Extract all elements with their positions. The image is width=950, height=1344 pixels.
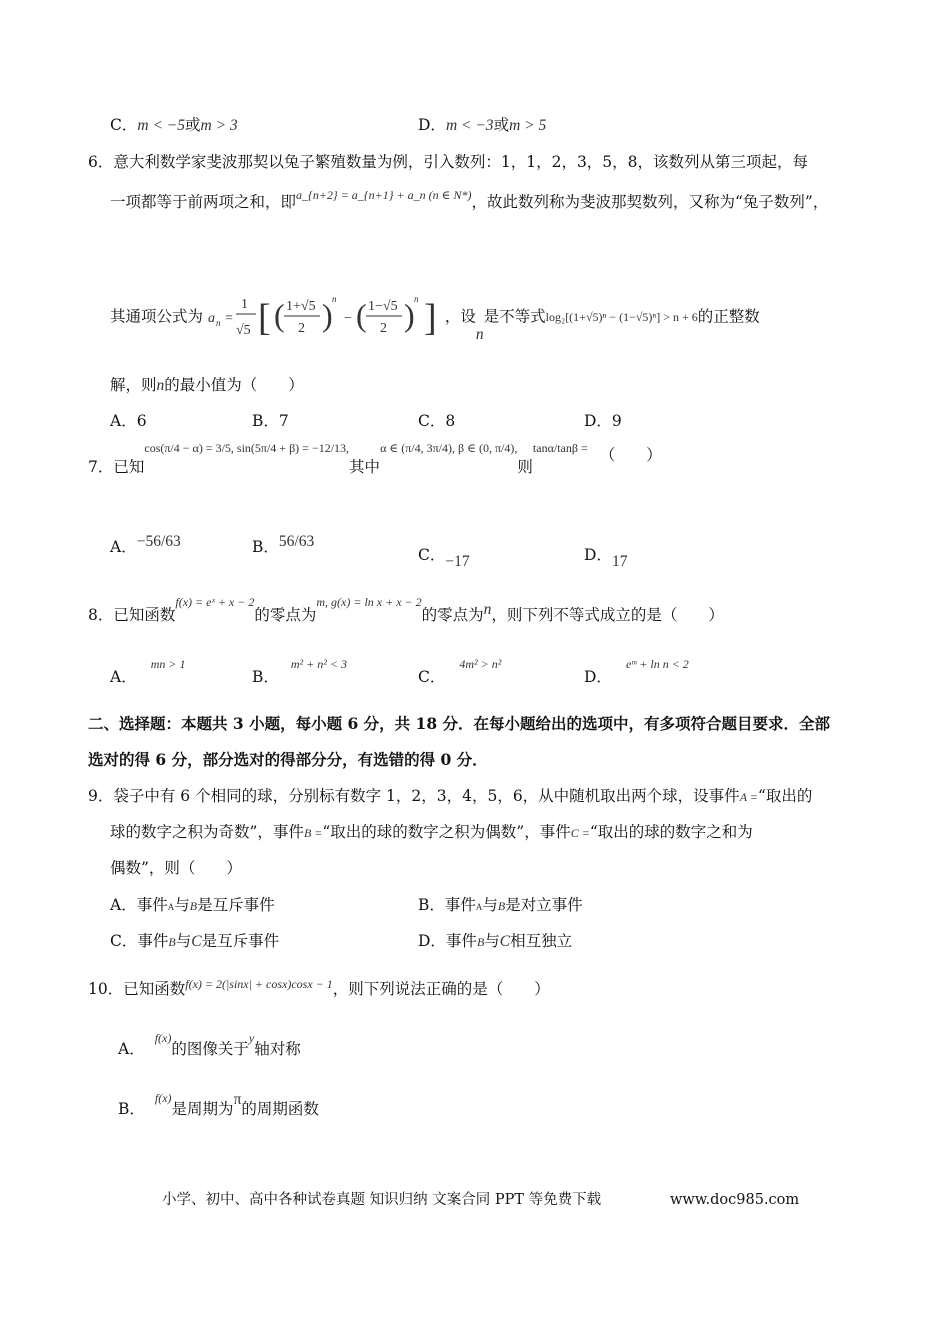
q9-option-a: A．事件A与B是互斥事件	[110, 896, 275, 914]
q9-line1: 9．袋子中有 6 个相同的球，分别标有数字 1，2，3，4，5，6，从中随机取出两个球，设事件A =“取出的	[88, 787, 813, 805]
q7-option-c: C．−17	[418, 546, 470, 570]
q6-line2: 一项都等于前两项之和，即$^{a\_\{n+2\} = a\_\{n+1\} + a\_n (n \in N*)}$，故此数列称为斐波那契数列，又称为“兔子数列”，	[110, 188, 829, 211]
q5-option-d: D．m < −3或m > 5	[418, 116, 547, 134]
section-2-heading-line1: 二、选择题：本题共 3 小题，每小题 6 分，共 18 分．在每小题给出的选项中，有多项符合题目要求．全部	[88, 714, 831, 733]
q10-function: f(x) = 2(|sinx| + cosx)cosx − 1	[185, 977, 333, 991]
q8-option-d: D．eᵐ + ln n < 2	[584, 657, 689, 686]
svg-text:2: 2	[297, 321, 305, 336]
q7-option-d: D．17	[584, 546, 628, 570]
svg-text:[: [	[257, 297, 271, 339]
svg-text:n: n	[413, 294, 419, 304]
svg-text:−: −	[343, 311, 352, 326]
svg-text:): )	[403, 297, 415, 333]
svg-text:1: 1	[240, 297, 248, 312]
q8-option-b: B．m² + n² < 3	[252, 657, 347, 686]
q7-option-b: B．56/63	[252, 533, 315, 556]
recurrence-formula: a_{n+2} = a_{n+1} + a_n (n ∈ N*)	[296, 188, 472, 202]
q6-line3: 其通项公式为 a n = 1 √5 [ ( 1+√5 2 ) n − ( 1−√5 2 ) n ] ，设n是不等式log₂[(1+√5)ⁿ − (1−√5)ⁿ] > n + 6的正整数	[110, 286, 760, 348]
svg-text:(: (	[273, 297, 285, 333]
q8-stem: 8．已知函数f(x) = eˣ + x − 2的零点为m, g(x) = ln x + x − 2的零点为n，则下列不等式成立的是（ ）	[88, 595, 724, 624]
q6-line1: 6．意大利数学家斐波那契以兔子繁殖数量为例，引入数列：1，1，2，3，5，8，该数列从第三项起，每	[88, 153, 809, 171]
q8-option-a: A．mn > 1	[110, 657, 186, 686]
svg-text:2: 2	[379, 321, 387, 336]
math: m < −5	[137, 117, 185, 134]
svg-text:n: n	[215, 318, 221, 328]
svg-text:n: n	[331, 294, 337, 304]
q7-target: tanα/tanβ =	[532, 441, 588, 455]
q9-option-b: B．事件A与B是对立事件	[418, 896, 583, 914]
q9-option-c: C．事件B与C是互斥事件	[110, 932, 280, 950]
svg-text:1+√5: 1+√5	[285, 299, 316, 314]
q6-option-d: D．9	[584, 412, 622, 430]
q9-line3: 偶数”，则（ ）	[110, 859, 242, 877]
svg-text:1−√5: 1−√5	[367, 299, 398, 314]
q7-range: α ∈ (π/4, 3π/4), β ∈ (0, π/4),	[380, 441, 518, 455]
q7-stem: 7．已知$^{cos(\pi/4 - \alpha) = 3/5, sin(5\pi/4 + \beta) = -12/13,}$其中$^{\alpha \in (\pi/4, 3\pi/4), \beta \in (0, \pi/4),}$则$^{tan\alpha/tan\beta =}$ （ ）	[88, 441, 662, 476]
section-2-heading-line2: 选对的得 6 分，部分选对的得部分分，有选错的得 0 分．	[88, 750, 488, 769]
q6-option-a: A．6	[110, 412, 147, 430]
svg-text:]: ]	[423, 297, 437, 339]
q7-option-a: A．−56/63	[110, 533, 181, 556]
svg-text:=: =	[224, 311, 233, 326]
svg-text:a: a	[207, 311, 215, 326]
svg-text:): )	[321, 297, 333, 333]
q6-option-c: C．8	[418, 412, 456, 430]
log-inequality: log₂[(1+√5)ⁿ − (1−√5)ⁿ] > n + 6	[545, 310, 698, 324]
q6-line4: 解，则n的最小值为（ ）	[110, 376, 304, 394]
binet-formula	[208, 286, 440, 348]
q7-condition: cos(π/4 − α) = 3/5, sin(5π/4 + β) = −12/13,	[144, 441, 350, 455]
footer-url[interactable]: www.doc985.com	[670, 1192, 800, 1208]
q8-option-c: C．4m² > n²	[418, 657, 502, 686]
q10-option-b: B．f(x)是周期为π的周期函数	[118, 1091, 319, 1118]
svg-text:(: (	[355, 297, 367, 333]
q10-stem: 10．已知函数f(x) = 2(|sinx| + cosx)cosx − 1，则下列说法正确的是（ ）	[88, 977, 550, 998]
q6-option-b: B．7	[252, 412, 289, 430]
q9-line2: 球的数字之积为奇数”，事件B =“取出的球的数字之积为偶数”，事件C =“取出的球的数字之和为	[110, 823, 753, 841]
q10-option-a: A．f(x)的图像关于y轴对称	[118, 1031, 301, 1058]
svg-text:√5: √5	[235, 323, 251, 338]
q5-option-c: C．m < −5或m > 3	[110, 116, 238, 134]
q9-option-d: D．事件B与C相互独立	[418, 932, 573, 950]
footer-text: 小学、初中、高中各种试卷真题 知识归纳 文案合同 PPT 等免费下载	[162, 1192, 602, 1208]
